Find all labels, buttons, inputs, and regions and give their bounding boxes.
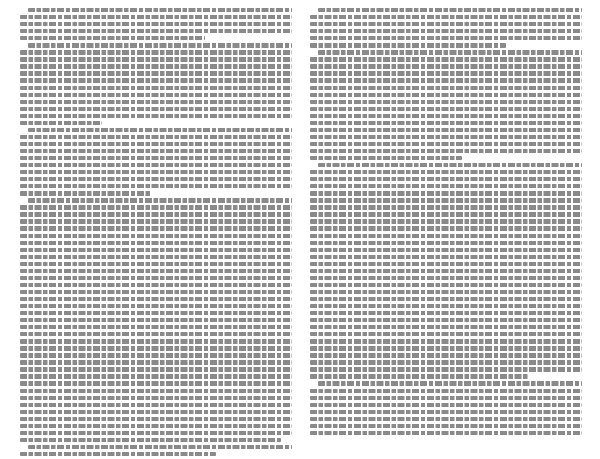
text-line [28, 43, 292, 47]
paragraph [20, 445, 292, 456]
text-line [20, 276, 292, 280]
text-line [310, 100, 582, 104]
text-line [310, 325, 582, 329]
text-line [310, 212, 582, 216]
text-line [20, 36, 205, 40]
text-line [318, 381, 582, 385]
paragraph [310, 50, 582, 160]
text-line [20, 248, 292, 252]
text-line [310, 403, 582, 407]
text-line [310, 339, 582, 343]
text-line [310, 234, 582, 238]
text-line [310, 121, 582, 125]
text-line [310, 177, 582, 181]
paragraph [310, 163, 582, 379]
text-line [20, 438, 281, 442]
text-line [20, 170, 292, 174]
text-line [20, 234, 292, 238]
text-line [310, 396, 582, 400]
text-line [20, 396, 292, 400]
text-line [20, 107, 292, 111]
text-line [310, 219, 582, 223]
text-line [310, 226, 582, 230]
text-line [20, 177, 292, 181]
text-line [310, 262, 582, 266]
paragraph [20, 8, 292, 40]
text-line [310, 353, 582, 357]
text-line [28, 8, 292, 12]
text-line [20, 71, 292, 75]
text-line [310, 57, 582, 61]
text-line [310, 276, 582, 280]
text-line [20, 339, 292, 343]
text-line [310, 367, 582, 371]
text-line [20, 241, 292, 245]
text-line [20, 325, 292, 329]
text-line [20, 22, 292, 26]
text-line [310, 142, 582, 146]
paragraph [20, 43, 292, 125]
text-line [310, 36, 582, 40]
text-line [20, 318, 292, 322]
text-line [20, 346, 292, 350]
text-line [310, 149, 582, 153]
text-line [20, 417, 292, 421]
text-line [20, 121, 102, 125]
text-line [20, 226, 292, 230]
text-line [310, 410, 582, 414]
text-line [310, 255, 582, 259]
text-line [310, 114, 582, 118]
text-line [20, 381, 292, 385]
text-line [20, 452, 216, 456]
text-line [20, 389, 292, 393]
text-line [20, 86, 292, 90]
text-line [20, 29, 292, 33]
text-line [20, 219, 292, 223]
text-line [20, 205, 292, 209]
text-line [310, 332, 582, 336]
text-line [20, 212, 292, 216]
text-line [310, 170, 582, 174]
text-line [20, 50, 292, 54]
text-line [310, 297, 582, 301]
left-column [20, 8, 292, 459]
text-line [310, 93, 582, 97]
text-line [20, 163, 292, 167]
text-line [310, 128, 582, 132]
text-line [310, 15, 582, 19]
text-line [310, 424, 582, 428]
text-line [20, 149, 292, 153]
text-line [20, 403, 292, 407]
text-line [20, 191, 151, 195]
text-line [20, 332, 292, 336]
text-line [310, 156, 462, 160]
text-line [310, 29, 582, 33]
paragraph [20, 198, 292, 442]
text-line [310, 198, 582, 202]
text-line [310, 107, 582, 111]
text-line [20, 184, 292, 188]
text-line [310, 78, 582, 82]
text-line [20, 367, 292, 371]
text-line [20, 262, 292, 266]
right-column [310, 8, 582, 438]
text-line [20, 311, 292, 315]
text-line [310, 205, 582, 209]
text-line [310, 346, 582, 350]
text-line [20, 15, 292, 19]
text-line [20, 156, 292, 160]
paragraph [310, 8, 582, 48]
text-line [310, 71, 582, 75]
text-line [310, 248, 582, 252]
text-line [310, 86, 582, 90]
text-line [310, 431, 582, 435]
text-line [310, 374, 528, 378]
paragraph [20, 128, 292, 196]
text-line [20, 424, 292, 428]
text-line [20, 255, 292, 259]
text-line [20, 64, 292, 68]
text-line [310, 241, 582, 245]
text-line [20, 374, 292, 378]
text-line [28, 198, 292, 202]
text-line [310, 269, 582, 273]
text-line [310, 22, 582, 26]
text-line [310, 304, 582, 308]
text-line [20, 114, 292, 118]
text-line [310, 318, 582, 322]
text-line [318, 8, 582, 12]
text-line [28, 445, 292, 449]
text-line [318, 50, 582, 54]
text-line [310, 191, 582, 195]
text-line [310, 283, 582, 287]
text-line [310, 389, 582, 393]
text-line [20, 142, 292, 146]
text-line [20, 410, 292, 414]
text-line [310, 290, 582, 294]
text-line [20, 135, 292, 139]
text-line [28, 128, 292, 132]
text-line [20, 360, 292, 364]
text-line [20, 93, 292, 97]
text-line [20, 431, 292, 435]
text-line [20, 100, 292, 104]
text-line [310, 417, 582, 421]
text-line [310, 184, 582, 188]
text-line [310, 311, 582, 315]
text-line [310, 64, 582, 68]
text-line [20, 57, 292, 61]
paragraph [310, 381, 582, 435]
text-line [20, 297, 292, 301]
text-line [20, 78, 292, 82]
text-line [20, 304, 292, 308]
text-line [20, 353, 292, 357]
text-line [310, 43, 506, 47]
text-line [310, 360, 582, 364]
text-line [20, 290, 292, 294]
text-line [20, 269, 292, 273]
text-line [20, 283, 292, 287]
text-line [310, 135, 582, 139]
text-line [318, 163, 582, 167]
